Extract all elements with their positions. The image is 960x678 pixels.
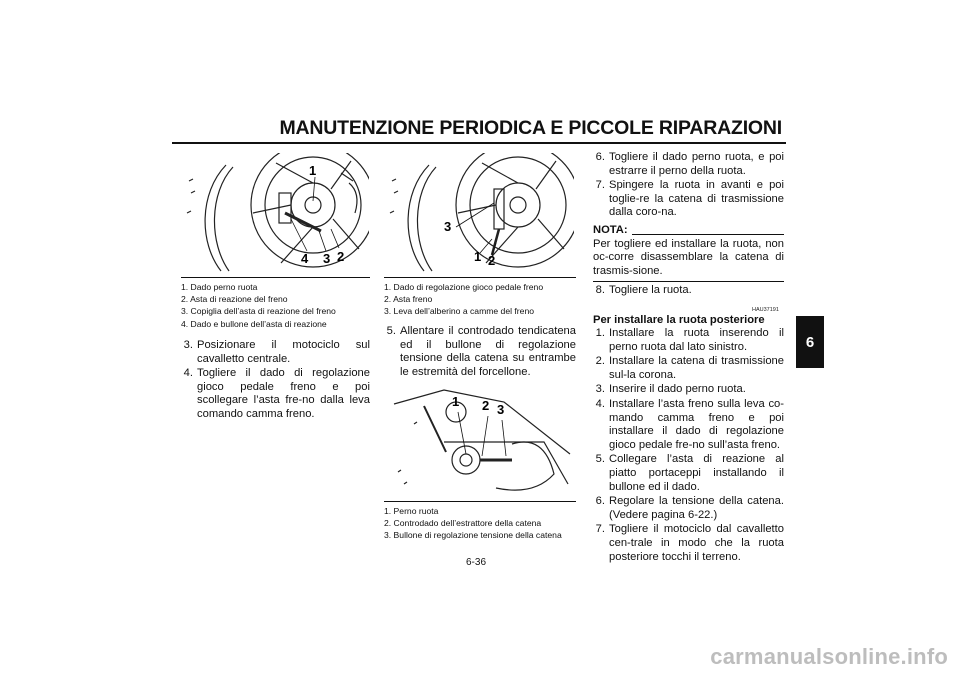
step-text: Togliere il motociclo dal cavalletto cen-trale in modo che la ruota posteriore tocchi il terreno.: [609, 523, 784, 563]
list-item: [593, 523, 784, 564]
figure-1-callout-3: 3: [323, 251, 331, 266]
list-item: [593, 383, 784, 397]
step-text: Togliere la ruota.: [609, 284, 692, 296]
step-number: 5.: [386, 325, 396, 337]
page-header: [279, 117, 786, 143]
list-item: [181, 367, 370, 421]
list-item: [384, 325, 576, 379]
page-title: MANUTENZIONE PERIODICA E PICCOLE RIPARAZIONI: [279, 117, 782, 139]
column-3-steps-a: [593, 151, 784, 221]
step-text: Spingere la ruota in avanti e poi toglie-re la catena di trasmissione dalla coro-na.: [609, 179, 784, 219]
step-text: Collegare l’asta di reazione al piatto portaceppi installando il bullone ed il dado.: [609, 453, 784, 493]
step-text: Togliere il dado perno ruota, e poi estrarre il perno della ruota.: [609, 151, 784, 177]
list-item: [593, 151, 784, 178]
caption-rule: [384, 501, 576, 502]
chapter-tab: 6: [796, 316, 824, 368]
note-label: NOTA:: [593, 224, 628, 236]
step-number: 2.: [595, 355, 605, 368]
column-2-steps: [384, 325, 576, 380]
step-number: 4.: [183, 367, 193, 380]
step-number: 7.: [595, 523, 605, 536]
caption-line: 2. Controdado dell’estrattore della catena: [384, 518, 542, 529]
figure-1-callout-2: 2: [337, 249, 345, 264]
caption-line: 1. Dado di regolazione gioco pedale freno: [384, 282, 544, 292]
watermark[interactable]: carmanualsonline.info: [710, 644, 948, 669]
note-end-rule: [593, 281, 784, 282]
list-item: [593, 453, 784, 494]
column-1-steps: [181, 339, 370, 423]
list-item: [593, 284, 784, 298]
step-number: 1.: [595, 327, 605, 339]
figure-2-callout-1: 1: [474, 249, 482, 264]
step-number: 4.: [595, 397, 605, 410]
list-item: [181, 339, 370, 366]
step-text: Allentare il controdado tendicatena ed il bullone di regolazione tensione della catena su entrambe le estremità del forcellone.: [400, 325, 576, 378]
step-text: Installare la ruota inserendo il perno ruota dal lato sinistro.: [609, 327, 784, 353]
figure-3-callout-2: 2: [482, 398, 490, 413]
figure-1-illustration: [181, 153, 369, 275]
step-text: Posizionare il motociclo sul cavalletto centrale.: [197, 339, 370, 365]
header-rule: [172, 142, 786, 144]
figure-chain-adjuster: [384, 384, 576, 499]
step-number: 7.: [595, 179, 605, 192]
figure-3-illustration: [384, 384, 576, 499]
figure-3-callout-1: 1: [452, 394, 460, 409]
install-steps: [593, 327, 784, 565]
figure-1-callout-1: 1: [309, 163, 317, 178]
figure-2-caption: [384, 277, 576, 318]
step-text: Inserire il dado perno ruota.: [609, 383, 746, 396]
page-number: 6-36: [466, 557, 487, 568]
list-item: [593, 327, 784, 354]
figure-rear-wheel-axle: [181, 153, 369, 275]
figure-3-callout-3: 3: [497, 402, 505, 417]
section-code: HAU37191: [752, 307, 779, 313]
column-3-step-8: [593, 284, 784, 299]
figure-2-callout-3: 3: [444, 219, 452, 234]
figure-2-callout-2: 2: [488, 253, 496, 268]
list-item: [593, 179, 784, 220]
step-text: Togliere il dado di regolazione gioco pedale freno e poi scollegare l’asta fre-no dalla leva comando camma freno.: [197, 367, 370, 420]
figure-brake-rod: [384, 153, 574, 275]
figure-1-caption: [181, 277, 370, 330]
figure-3-caption: [384, 501, 576, 542]
caption-line: 1. Perno ruota: [384, 506, 439, 516]
caption-line: 4. Dado e bullone dell’asta di reazione: [181, 318, 327, 329]
list-item: [593, 495, 784, 522]
note-rule: [632, 234, 784, 235]
caption-line: 3. Bullone di regolazione tensione della catena: [384, 530, 562, 541]
step-number: 3.: [183, 339, 193, 351]
step-number: 5.: [595, 453, 605, 466]
section-title: Per installare la ruota posteriore: [593, 314, 765, 326]
step-number: 8.: [595, 284, 605, 296]
step-number: 3.: [595, 383, 605, 396]
figure-2-illustration: [384, 153, 574, 275]
note-text: Per togliere ed installare la ruota, non oc-corre disassemblare la catena di trasmis-sione.: [593, 237, 784, 277]
caption-line: 2. Asta freno: [384, 294, 433, 305]
caption-rule: [384, 277, 576, 278]
list-item: [593, 355, 784, 382]
note-label-row: [593, 224, 784, 238]
caption-line: 3. Copiglia dell’asta di reazione del freno: [181, 306, 336, 317]
figure-1-callout-4: 4: [301, 251, 309, 266]
step-text: Installare l’asta freno sulla leva co-mando camma freno e poi installare il dado di regolazione gioco pedale fre-no sull’asta freno.: [609, 397, 784, 451]
step-number: 6.: [595, 151, 605, 163]
caption-line: 1. Dado perno ruota: [181, 282, 258, 292]
note-box: [593, 224, 784, 282]
caption-line: 2. Asta di reazione del freno: [181, 294, 288, 305]
list-item: [593, 398, 784, 452]
step-text: Regolare la tensione della catena. (Vedere pagina 6-22.): [609, 495, 784, 521]
step-number: 6.: [595, 495, 605, 508]
step-text: Installare la catena di trasmissione sul-la corona.: [609, 355, 784, 381]
caption-line: 3. Leva dell’alberino a camme del freno: [384, 306, 535, 317]
caption-rule: [181, 277, 370, 278]
